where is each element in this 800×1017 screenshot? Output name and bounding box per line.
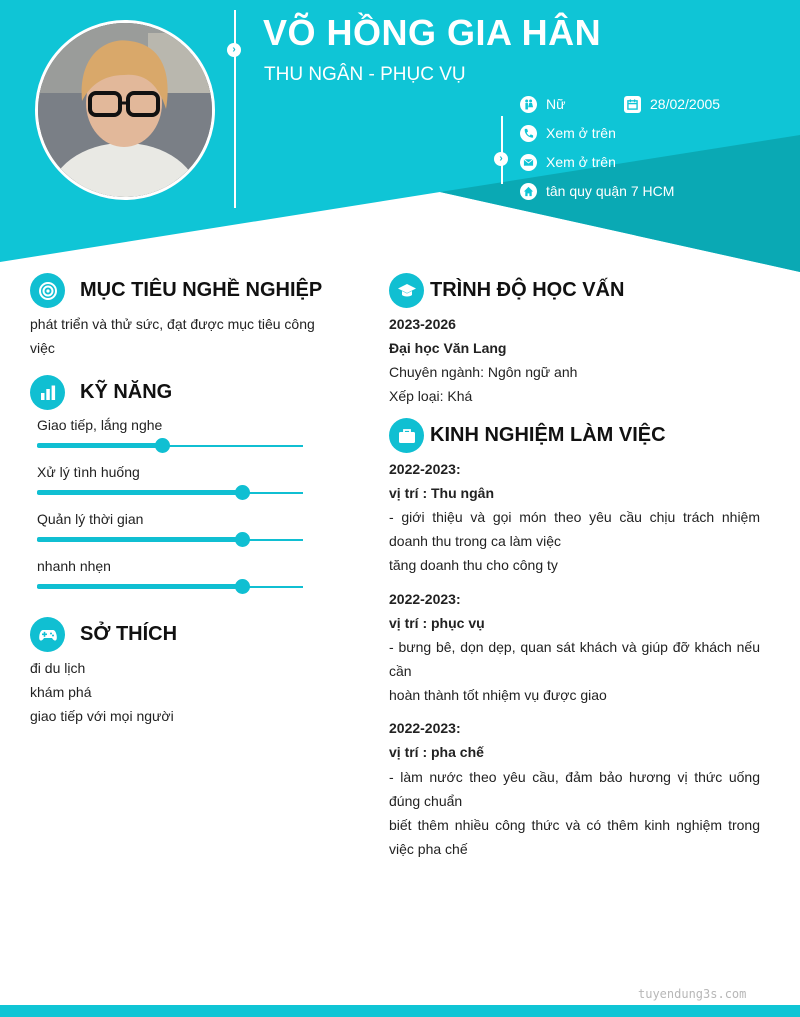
education-grade: Xếp loại: Khá — [389, 388, 473, 404]
graduation-cap-icon — [389, 273, 424, 308]
gender-item — [520, 94, 565, 114]
briefcase-icon — [389, 418, 424, 453]
skill-bar-fill — [37, 490, 242, 495]
address-value: tân quy quận 7 HCM — [546, 183, 675, 199]
email-icon — [520, 154, 537, 171]
skill-bar-knob — [235, 485, 250, 500]
education-school: Đại học Văn Lang — [389, 340, 507, 356]
skill-bar — [37, 539, 303, 541]
email-value: Xem ở trên — [546, 154, 616, 170]
skill-label: Giao tiếp, lắng nghe — [37, 417, 163, 433]
job-description: - làm nước theo yêu cầu, đảm bảo hương vị thức uống đúng chuẩn — [389, 769, 760, 809]
chevron-right-icon: › — [227, 43, 241, 57]
experience-title: KINH NGHIỆM LÀM VIỆC — [430, 424, 666, 446]
phone-item — [520, 123, 616, 143]
hobby-item: đi du lịch — [30, 660, 86, 676]
job-achievement: hoàn thành tốt nhiệm vụ được giao — [389, 687, 607, 703]
skill-bar-fill — [37, 443, 162, 448]
phone-icon — [520, 125, 537, 142]
skill-bar — [37, 586, 303, 588]
hobby-item: khám phá — [30, 684, 92, 700]
skill-bar-knob — [235, 532, 250, 547]
hobby-item: giao tiếp với mọi người — [30, 708, 174, 724]
job-achievement: tăng doanh thu cho công ty — [389, 557, 558, 573]
job-position: vị trí : Thu ngân — [389, 485, 494, 501]
skill-label: nhanh nhẹn — [37, 558, 111, 574]
phone-value: Xem ở trên — [546, 125, 616, 141]
job-position: vị trí : pha chế — [389, 744, 484, 760]
skill-bar — [37, 492, 303, 494]
job-period: 2022-2023: — [389, 591, 461, 607]
header-divider-line — [234, 10, 236, 208]
candidate-role: THU NGÂN - PHỤC VỤ — [264, 64, 466, 85]
birthdate-value: 28/02/2005 — [650, 96, 721, 112]
job-period: 2022-2023: — [389, 720, 461, 736]
candidate-name: VÕ HỒNG GIA HÂN — [263, 12, 602, 53]
footer-bar — [0, 1005, 800, 1017]
contact-divider-line — [501, 116, 503, 184]
skill-bar — [37, 445, 303, 447]
skill-bar-fill — [37, 584, 242, 589]
calendar-icon — [624, 96, 641, 113]
chevron-right-icon: › — [494, 152, 508, 166]
watermark: tuyendung3s.com — [638, 987, 747, 1001]
gamepad-icon — [30, 617, 65, 652]
job-period: 2022-2023: — [389, 461, 461, 477]
education-major: Chuyên ngành: Ngôn ngữ anh — [389, 364, 578, 380]
career-goal-title: MỤC TIÊU NGHỀ NGHIỆP — [80, 279, 323, 301]
skill-bar-knob — [235, 579, 250, 594]
profile-photo — [35, 20, 215, 200]
skill-bar-knob — [155, 438, 170, 453]
chart-icon — [30, 375, 65, 410]
job-position: vị trí : phục vụ — [389, 615, 485, 631]
hobbies-title: SỞ THÍCH — [80, 623, 178, 645]
job-description: - bưng bê, dọn dẹp, quan sát khách và giúp đỡ khách nếu cần — [389, 639, 760, 679]
skills-title: KỸ NĂNG — [80, 381, 173, 403]
career-goal-text: phát triển và thử sức, đạt được mục tiêu công việc — [30, 316, 315, 356]
target-icon — [30, 273, 65, 308]
education-title: TRÌNH ĐỘ HỌC VẤN — [430, 279, 625, 301]
education-period: 2023-2026 — [389, 316, 456, 332]
job-achievement: biết thêm nhiều công thức và có thêm kinh nghiệm trong việc pha chế — [389, 817, 760, 857]
skill-label: Xử lý tình huống — [37, 464, 140, 480]
job-description: - giới thiệu và gọi món theo yêu cầu chịu trách nhiệm doanh thu trong ca làm việc — [389, 509, 760, 549]
skill-bar-fill — [37, 537, 242, 542]
gender-icon — [520, 96, 537, 113]
gender-value: Nữ — [546, 96, 566, 112]
address-item — [520, 181, 674, 201]
home-icon — [520, 183, 537, 200]
email-item — [520, 152, 616, 172]
birthdate-item — [624, 94, 720, 114]
skill-label: Quản lý thời gian — [37, 511, 144, 527]
